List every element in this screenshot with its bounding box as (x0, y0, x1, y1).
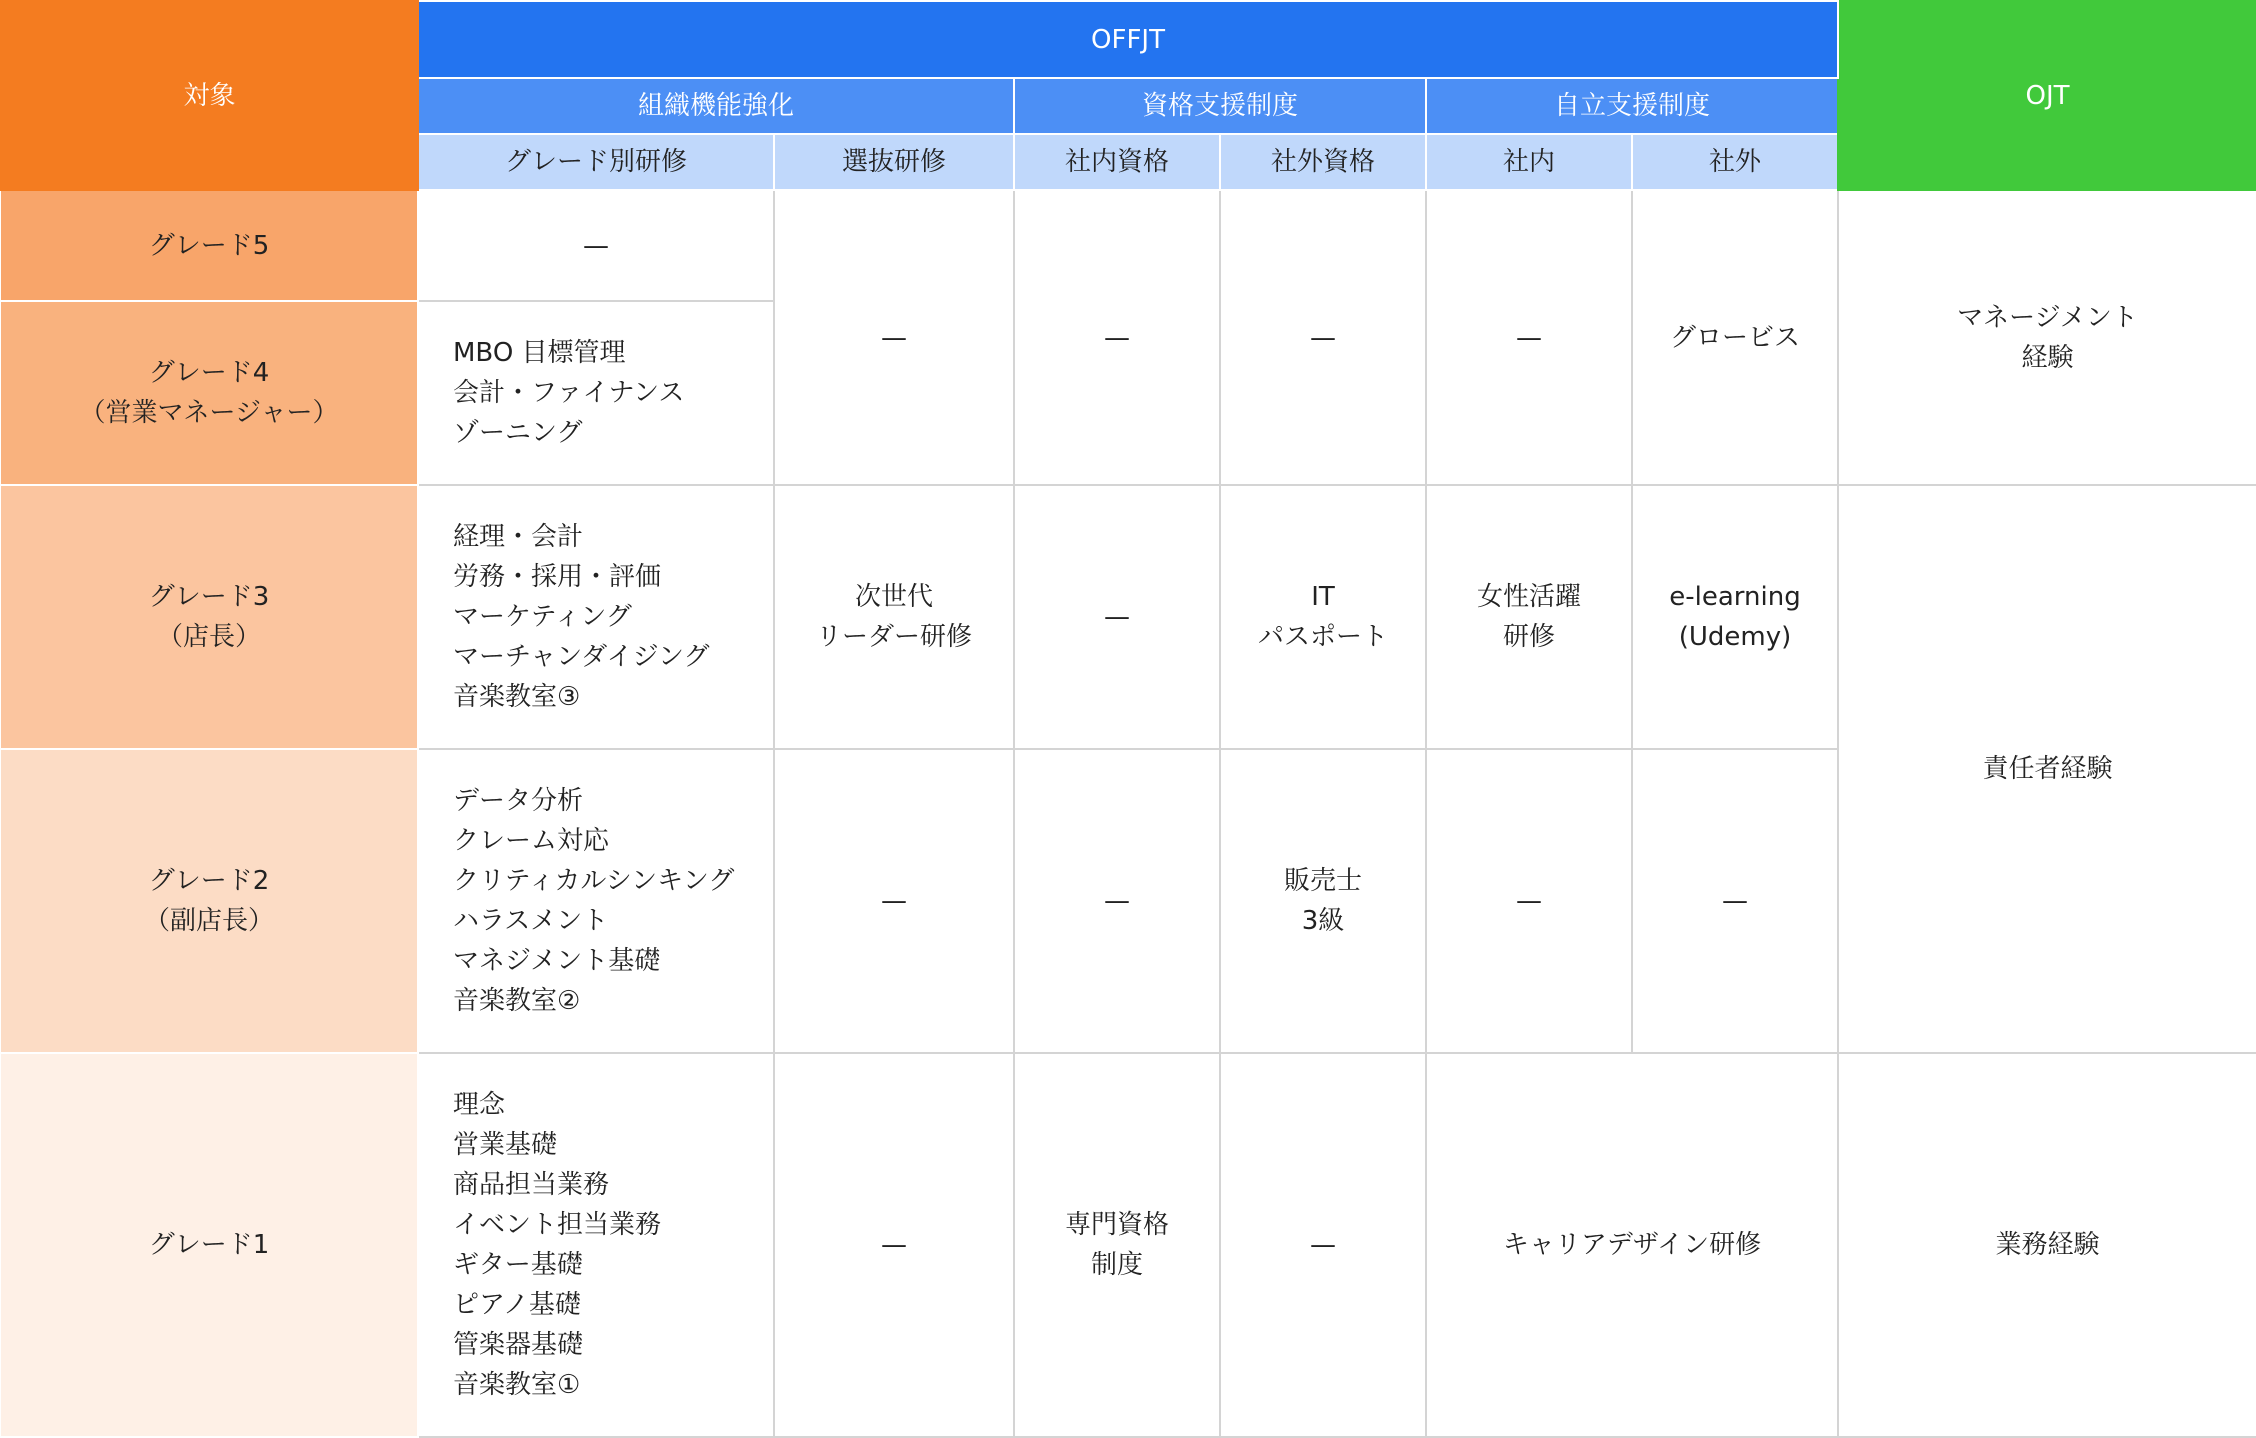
grade1-selection (774, 1053, 1014, 1437)
grade3-grade-training (418, 485, 774, 749)
cell-line: 業務経験 (1995, 1230, 2100, 1260)
cell-line: ギター基礎 (453, 1250, 583, 1280)
cell-line: 責任者経験 (1982, 754, 2113, 784)
cell-line: — (881, 1230, 907, 1260)
cell-line: 3級 (1301, 906, 1345, 936)
grade1-label (1, 1053, 418, 1437)
grade45-self-external (1632, 190, 1838, 485)
header-ojt: OJT (1838, 1, 2256, 190)
cell-line: リーダー研修 (815, 622, 972, 652)
table-row (1, 1053, 2256, 1437)
cell-line: e-learning (1669, 582, 1801, 612)
cell-line: — (1104, 602, 1130, 632)
grade2-grade-training (418, 749, 774, 1053)
grade5-label (1, 190, 418, 301)
cell-line: 経理・会計 (453, 522, 584, 552)
cell-line: ハラスメント (453, 906, 609, 936)
cell-line: グレード3 (148, 582, 270, 612)
cell-line: ゾーニング (453, 418, 583, 448)
grade1-qual-external (1220, 1053, 1426, 1437)
cell-line: — (1516, 322, 1542, 353)
cell-line: 労務・採用・評価 (453, 562, 662, 592)
header-target: 対象 (1, 1, 418, 190)
grade1-ojt (1838, 1053, 2256, 1437)
header-self-internal: 社内 (1426, 134, 1632, 190)
grade3-label (1, 485, 418, 749)
cell-line: MBO 目標管理 (453, 338, 626, 368)
grade23-ojt (1838, 485, 2256, 1053)
cell-line: パスポート (1257, 622, 1388, 652)
header-self-external: 社外 (1632, 134, 1838, 190)
cell-line: — (1516, 886, 1542, 916)
cell-line: 理念 (453, 1090, 506, 1120)
grade3-qual-internal (1014, 485, 1220, 749)
cell-line: グレード2 (148, 866, 270, 896)
cell-line: (Udemy) (1678, 622, 1792, 652)
grade45-ojt (1838, 190, 2256, 485)
header-qual-internal: 社内資格 (1014, 134, 1220, 190)
grade45-qual-internal (1014, 190, 1220, 485)
grade2-self-internal (1426, 749, 1632, 1053)
cell-line: （営業マネージャー） (79, 398, 339, 428)
grade45-selection (774, 190, 1014, 485)
cell-line: データ分析 (453, 786, 584, 816)
cell-line: 商品担当業務 (453, 1170, 610, 1200)
grade3-selection (774, 485, 1014, 749)
header-qualification-support: 資格支援制度 (1014, 78, 1426, 134)
header-selection-training: 選抜研修 (774, 134, 1014, 190)
grade4-label (1, 301, 418, 485)
cell-line: 専門資格 (1064, 1210, 1169, 1240)
cell-line: — (881, 886, 907, 916)
cell-line: — (1104, 886, 1130, 916)
cell-line: — (583, 230, 609, 261)
cell-line: 経験 (2021, 342, 2074, 373)
cell-line: イベント担当業務 (453, 1210, 662, 1240)
grade2-qual-external (1220, 749, 1426, 1053)
grade45-qual-external (1220, 190, 1426, 485)
cell-line: 音楽教室③ (453, 682, 581, 712)
grade3-self-external (1632, 485, 1838, 749)
cell-line: キャリアデザイン研修 (1502, 1230, 1762, 1260)
header-grade-training: グレード別研修 (418, 134, 774, 190)
grade5-grade-training (418, 190, 774, 301)
cell-line: IT (1311, 582, 1335, 612)
cell-line: マーチャンダイジング (453, 642, 710, 672)
cell-line: クレーム対応 (453, 826, 610, 856)
cell-line: マーケティング (453, 602, 632, 632)
cell-line: マネージメント (1957, 302, 2138, 333)
grade1-qual-internal (1014, 1053, 1220, 1437)
header-self-support: 自立支援制度 (1426, 78, 1838, 134)
grade3-self-internal (1426, 485, 1632, 749)
cell-line: 営業基礎 (453, 1130, 558, 1160)
table-row (1, 485, 2256, 749)
table-row (1, 190, 2256, 301)
cell-line: — (1310, 1230, 1336, 1260)
cell-line: グレード1 (148, 1230, 270, 1260)
cell-line: — (1310, 322, 1336, 353)
cell-line: （店長） (156, 622, 261, 652)
cell-line: 販売士 (1283, 866, 1362, 896)
cell-line: マネジメント基礎 (453, 946, 661, 976)
cell-line: 研修 (1502, 622, 1555, 652)
cell-line: （副店長） (143, 906, 274, 936)
grade2-label (1, 749, 418, 1053)
header-offjt: OFFJT (418, 1, 1838, 78)
grade1-grade-training (418, 1053, 774, 1437)
grade45-self-internal (1426, 190, 1632, 485)
grade3-qual-external (1220, 485, 1426, 749)
grade2-self-external (1632, 749, 1838, 1053)
cell-line: — (881, 322, 907, 353)
header-org-strengthening: 組織機能強化 (418, 78, 1014, 134)
cell-line: グレード5 (148, 230, 270, 261)
cell-line: — (1104, 322, 1130, 353)
cell-line: ピアノ基礎 (453, 1290, 581, 1320)
cell-line: 音楽教室① (453, 1370, 581, 1400)
grade1-self-merged (1426, 1053, 1838, 1437)
header-qual-external: 社外資格 (1220, 134, 1426, 190)
cell-line: クリティカルシンキング (453, 866, 735, 896)
cell-line: 会計・ファイナンス (453, 378, 685, 408)
cell-line: 女性活躍 (1476, 582, 1581, 612)
grade2-selection (774, 749, 1014, 1053)
cell-line: — (1722, 886, 1748, 916)
grade4-grade-training (418, 301, 774, 485)
cell-line: 音楽教室② (453, 986, 581, 1016)
cell-line: グレード4 (148, 358, 270, 388)
cell-line: 制度 (1090, 1250, 1143, 1280)
cell-line: 次世代 (854, 582, 933, 612)
cell-line: 管楽器基礎 (453, 1330, 584, 1360)
cell-line: グロービス (1669, 322, 1800, 353)
grade2-qual-internal (1014, 749, 1220, 1053)
